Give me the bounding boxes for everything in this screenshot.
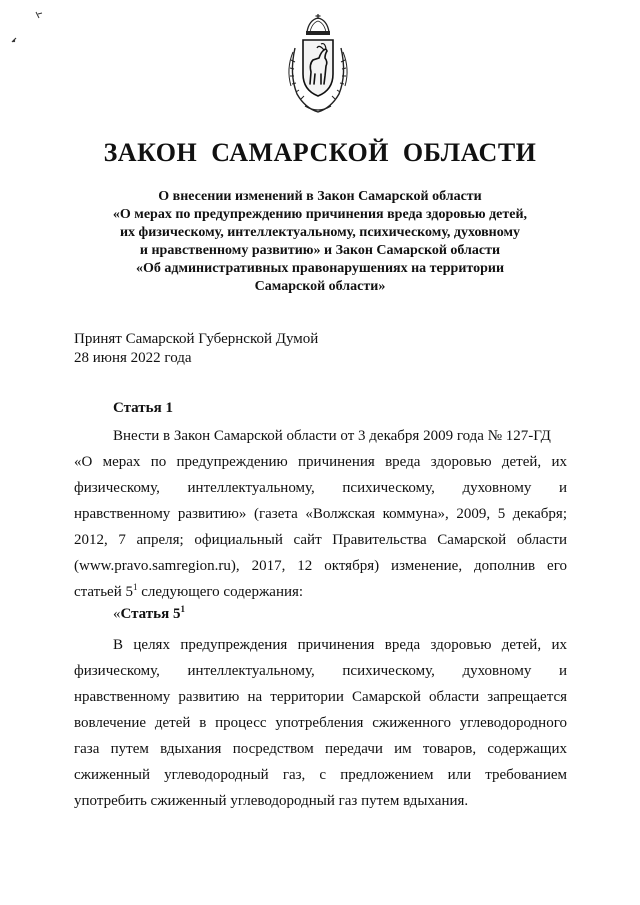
text-line: «О мерах по предупреждению причинения вреда здоровью детей, их	[74, 454, 567, 470]
article-5-1-text	[74, 632, 567, 814]
subtitle-line: О внесении изменений в Закон Самарской области	[158, 189, 482, 204]
subtitle-line: Самарской области»	[254, 279, 386, 294]
text-line: Внести в Закон Самарской области от 3 декабря 2009 года № 127-ГД	[113, 428, 551, 444]
text-line: физическому, интеллектуальному, психическому, духовному и	[74, 480, 567, 496]
text-line: нравственному развитию» (газета «Волжская коммуна», 2009, 5 декабря;	[74, 506, 567, 522]
law-title: ЗАКОН САМАРСКОЙ ОБЛАСТИ	[103, 138, 537, 167]
text-line: вовлечение детей в процесс употребления сжиженного углеводородного	[74, 715, 567, 731]
adoption-date: 28 июня 2022 года	[74, 350, 192, 366]
text-line	[74, 579, 567, 605]
text-fragment: следующего содержания:	[137, 584, 304, 600]
superscript: 1	[180, 604, 185, 614]
text-line: 2012, 7 апреля; официальный сайт Правительства Самарской области	[74, 532, 567, 548]
subtitle-line: и нравственному развитию» и Закон Самарской области	[139, 243, 501, 258]
article-1-text	[74, 423, 567, 605]
adoption-body: Принят Самарской Губернской Думой	[74, 331, 319, 347]
text-line: физическому, интеллектуальному, психическому, духовному и	[74, 663, 567, 679]
text-line: сжиженный углеводородный газ, с предложением или требованием	[74, 767, 567, 783]
scan-marks	[8, 8, 48, 48]
text-line: В целях предупреждения причинения вреда здоровью детей, их	[113, 637, 567, 653]
adoption-info	[74, 330, 318, 368]
article-1-heading: Статья 1	[113, 400, 173, 416]
subtitle-line: «Об административных правонарушениях на территории	[135, 261, 505, 276]
article-5-1-heading	[113, 606, 185, 623]
heading-text: Статья 5	[120, 606, 181, 622]
superscript: 1	[133, 582, 138, 592]
subtitle-line: их физическому, интеллектуальному, психическому, духовному	[119, 225, 521, 240]
text-line: (www.pravo.samregion.ru), 2017, 12 октября) изменение, дополнив его	[74, 558, 567, 574]
text-line: употребить сжиженный углеводородный газ путем вдыхания.	[74, 793, 469, 809]
subtitle-line: «О мерах по предупреждению причинения вреда здоровью детей,	[112, 207, 528, 222]
samara-coat-of-arms-emblem	[283, 14, 353, 114]
text-line: газа путем вдыхания посредством передачи им товаров, содержащих	[74, 741, 567, 757]
text-fragment: статьей 5	[74, 584, 133, 600]
law-subtitle	[80, 188, 560, 296]
text-line: нравственному развитию на территории Самарской области запрещается	[74, 689, 567, 705]
opening-quote: «	[113, 606, 121, 622]
